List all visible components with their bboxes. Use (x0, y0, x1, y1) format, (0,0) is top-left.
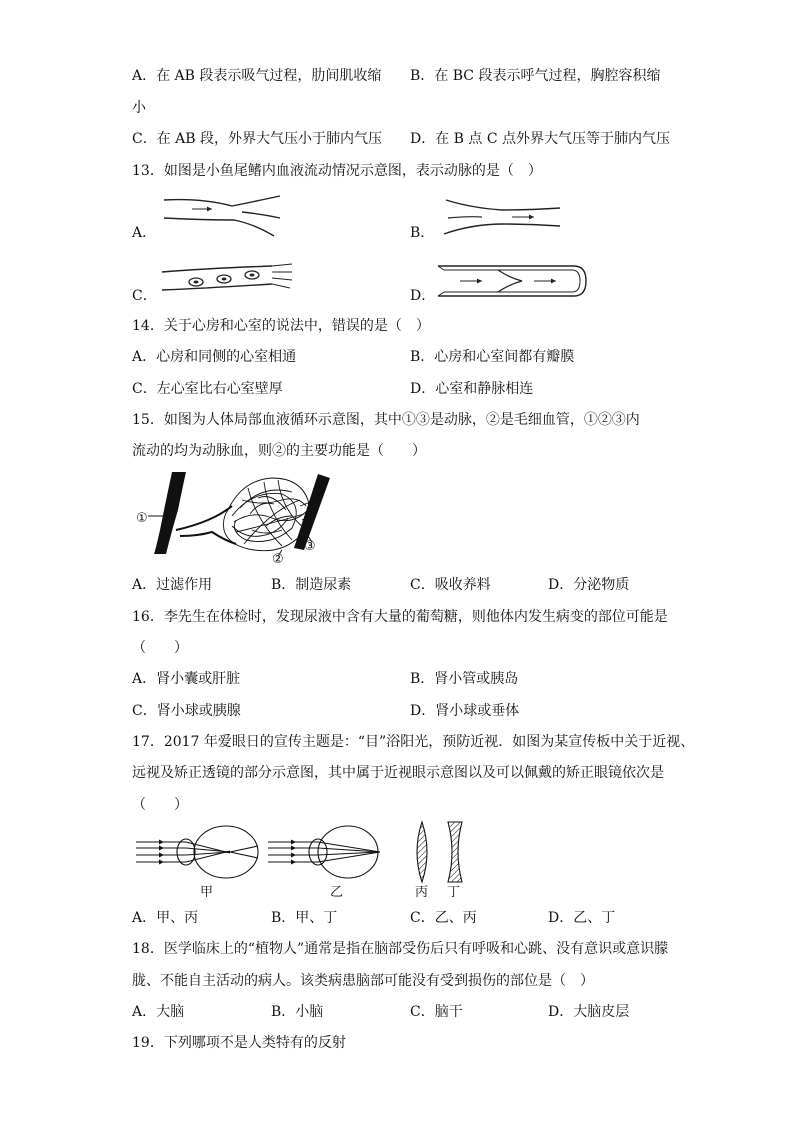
q14-option-a: A．心房和同侧的心室相通 (132, 349, 297, 365)
q13-figure-c (162, 262, 294, 294)
q14-option-b: B．心房和心室间都有瓣膜 (410, 349, 575, 365)
q17-option-b: B．甲、丁 (271, 910, 338, 926)
q13-label-d: D． (410, 288, 436, 304)
q16-option-d: D．肾小球或垂体 (410, 703, 520, 719)
q15-option-d: D．分泌物质 (548, 577, 630, 593)
q14-option-c: C．左心室比右心室壁厚 (132, 381, 283, 397)
q14-option-d: D．心室和静脉相连 (410, 381, 534, 397)
q17-label-ding: 丁 (447, 885, 461, 900)
q17-option-c: C．乙、丙 (410, 910, 477, 926)
q15-option-b: B．制造尿素 (271, 577, 352, 593)
q12-option-a: A．在 AB 段表示吸气过程，肋间肌收缩 (132, 68, 382, 84)
q15-circulation-figure (132, 470, 342, 570)
q13-figure-d (438, 264, 588, 298)
q16-option-b: B．肾小管或胰岛 (410, 671, 519, 687)
q13-stem: 13．如图是小鱼尾鳍内血液流动情况示意图，表示动脉的是（ ） (132, 163, 542, 179)
q18-option-b: B．小脑 (271, 1004, 324, 1020)
q17-stem-line2: 远视及矫正透镜的部分示意图，其中属于近视眼示意图以及可以佩戴的矫正眼镜依次是 (132, 765, 664, 781)
q15-stem-line2: 流动的均为动脉血，则②的主要功能是（ ） (132, 443, 426, 459)
q18-option-c: C．脑干 (410, 1004, 463, 1020)
q17-stem-line1: 17．2017 年爱眼日的宣传主题是：“目”浴阳光，预防近视．如图为某宣传板中关于近视、 (132, 734, 695, 750)
concave-lens-icon (448, 822, 462, 882)
q13-figure-b (442, 198, 562, 238)
q18-stem-line1: 18．医学临床上的“植物人”通常是指在脑部受伤后只有呼吸和心跳、没有意识或意识朦 (132, 941, 669, 957)
q17-stem-line3: （ ） (132, 797, 188, 813)
q12-option-b: B．在 BC 段表示呼气过程，胸腔容积缩 (410, 68, 661, 84)
q17-eye-figure (134, 820, 474, 900)
q13-label-b: B． (410, 225, 435, 241)
q17-option-a: A．甲、丙 (132, 910, 199, 926)
q15-stem-line1: 15．如图为人体局部血液循环示意图，其中①③是动脉，②是毛细血管，①②③内 (132, 412, 640, 428)
q16-stem-line1: 16．李先生在体检时，发现尿液中含有大量的葡萄糖，则他体内发生病变的部位可能是 (132, 609, 668, 625)
q19-stem: 19．下列哪项不是人类特有的反射 (132, 1035, 346, 1051)
q18-stem-line2: 胧、不能自主活动的病人。该类病患脑部可能没有受到损伤的部位是（ ） (132, 973, 594, 989)
q13-label-c: C． (132, 288, 157, 304)
q18-option-d: D．大脑皮层 (548, 1004, 630, 1020)
q12-option-a-wrap: 小 (132, 100, 146, 116)
q15-option-a: A．过滤作用 (132, 577, 213, 593)
q18-option-a: A．大脑 (132, 1004, 185, 1020)
q15-label-1: ① (136, 511, 148, 526)
q13-figure-a (162, 194, 282, 238)
q16-option-c: C．肾小球或胰腺 (132, 703, 241, 719)
q15-label-2: ② (272, 552, 284, 567)
q12-option-d: D．在 B 点 C 点外界大气压等于肺内气压 (410, 131, 671, 147)
q13-label-a: A． (132, 225, 157, 241)
q17-label-yi: 乙 (330, 885, 344, 900)
convex-lens-icon (417, 822, 427, 882)
q14-stem: 14．关于心房和心室的说法中，错误的是（ ） (132, 318, 430, 334)
q12-option-c: C．在 AB 段，外界大气压小于肺内气压 (132, 131, 383, 147)
q17-option-d: D．乙、丁 (548, 910, 616, 926)
q17-label-jia: 甲 (200, 885, 214, 900)
q17-label-bing: 丙 (415, 885, 429, 900)
q16-option-a: A．肾小囊或肝脏 (132, 671, 241, 687)
q16-stem-line2: （ ） (132, 640, 188, 656)
q15-option-c: C．吸收养料 (410, 577, 491, 593)
q15-label-3: ③ (304, 539, 316, 554)
